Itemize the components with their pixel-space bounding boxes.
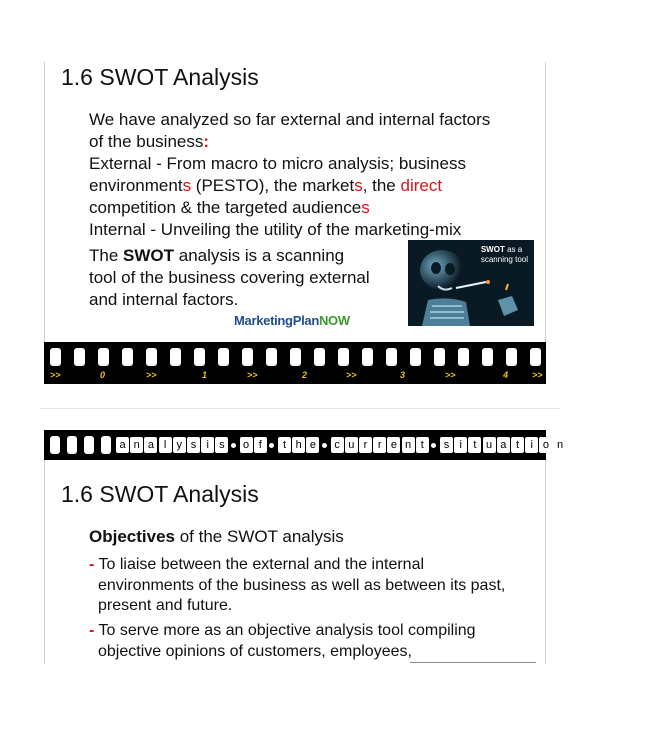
film-perforation	[338, 348, 349, 366]
film-perforation	[386, 348, 397, 366]
film-perforation	[218, 348, 229, 366]
film-frame-label: >>	[346, 370, 357, 380]
objectives-label: Objectives	[89, 527, 175, 546]
film-letter: n	[402, 437, 415, 453]
film-letter: u	[345, 437, 358, 453]
film-perforation	[84, 436, 94, 454]
slide1-para2-line2: tool of the business covering external	[89, 268, 370, 287]
slide1-line5: competition & the targeted audiences	[89, 198, 370, 217]
marketingplannow-logo: MarketingPlanNOW	[234, 313, 350, 328]
film-frame-label: 3	[400, 370, 406, 380]
film-perforation	[434, 348, 445, 366]
film-perforation	[314, 348, 325, 366]
film-letter: o	[240, 437, 253, 453]
slide1-left-border	[44, 62, 45, 342]
film-letter: i	[201, 437, 214, 453]
slide1-right-border	[545, 62, 546, 342]
film-perforation	[98, 348, 109, 366]
film-dot	[322, 443, 327, 448]
slide1-line4: environments (PESTO), the markets, the direct	[89, 176, 443, 195]
slide1-para2-line3: and internal factors.	[89, 290, 239, 309]
film-letter: s	[440, 437, 453, 453]
film-letter: o	[539, 437, 552, 453]
film-letter: i	[525, 437, 538, 453]
film-perforation	[588, 436, 598, 454]
film-frame-label: 1	[202, 370, 208, 380]
film-perforation	[458, 348, 469, 366]
film-perforation	[67, 436, 77, 454]
film-frame-label: >>	[50, 370, 61, 380]
film-perforation	[530, 348, 541, 366]
film-perforation	[50, 348, 61, 366]
film-perforation	[362, 348, 373, 366]
film-perforation	[242, 348, 253, 366]
film-perforation	[101, 436, 111, 454]
film-perforation	[572, 436, 582, 454]
slide-separator	[40, 408, 560, 409]
film-perforation	[604, 436, 614, 454]
film-perforation	[194, 348, 205, 366]
slide2-bullet1: - To liaise between the external and the internal environments of the business as well as between its past, present and future.	[89, 556, 506, 614]
film-frame-label: >>	[247, 370, 258, 380]
slide1-paragraph	[89, 109, 490, 241]
film-letter: f	[254, 437, 267, 453]
bullet-dash: -	[89, 622, 95, 639]
film-letter: e	[387, 437, 400, 453]
film-letter: t	[278, 437, 291, 453]
film-letter: a	[116, 437, 129, 453]
film-frame-label: 0	[100, 370, 106, 380]
film-perforation	[636, 436, 646, 454]
film-dot	[431, 443, 436, 448]
slide1-line2: of the business:	[89, 132, 210, 151]
film-letter: t	[416, 437, 429, 453]
film-frame-label: >>	[146, 370, 157, 380]
slide2-left-border	[44, 460, 45, 664]
film-letter: y	[173, 437, 186, 453]
film-perforation	[620, 436, 630, 454]
slide1-title: 1.6 SWOT Analysis	[61, 64, 259, 90]
slide1-para2-line1: The SWOT analysis is a scanning	[89, 246, 345, 265]
film-letter: t	[468, 437, 481, 453]
film-letter: r	[373, 437, 386, 453]
film-strip-1	[44, 342, 546, 384]
film-frame-label: >>	[532, 370, 543, 380]
film-frame-label: 4	[503, 370, 509, 380]
film-letter: i	[454, 437, 467, 453]
film-strip-2	[44, 430, 564, 460]
xray-caption: SWOT as a scanning tool	[480, 245, 528, 264]
slide2-objectives: Objectives of the SWOT analysis	[89, 527, 344, 546]
slide1-line6: Internal - Unveiling the utility of the marketing-mix	[89, 220, 462, 239]
film-letter: u	[483, 437, 496, 453]
film-perforation	[74, 348, 85, 366]
film-perforation	[482, 348, 493, 366]
film-perforation	[50, 436, 60, 454]
film-perforation	[410, 348, 421, 366]
film-letter: h	[292, 437, 305, 453]
bullet-dash: -	[89, 556, 95, 573]
film-letter: c	[331, 437, 344, 453]
film-frame-label: 2	[302, 370, 308, 380]
slide2-title: 1.6 SWOT Analysis	[61, 481, 259, 507]
slide2-bullet2: - To serve more as an objective analysis tool compiling objective opinions of customers, employees,	[89, 622, 476, 660]
film-letter: l	[159, 437, 172, 453]
film-dot	[231, 443, 236, 448]
slide1-line3: External - From macro to micro analysis; business	[89, 154, 466, 173]
film-perforation	[266, 348, 277, 366]
film-letter: a	[144, 437, 157, 453]
film-letter: n	[130, 437, 143, 453]
film-letter: s	[187, 437, 200, 453]
film-perforation	[122, 348, 133, 366]
slide2-footer-line	[410, 662, 536, 663]
slide2-right-border	[545, 460, 546, 664]
slide1-paragraph2	[89, 245, 370, 311]
film-perforation	[290, 348, 301, 366]
film-dot	[269, 443, 274, 448]
film-letter: n	[554, 437, 567, 453]
film-perforation	[170, 348, 181, 366]
slide1-line1: We have analyzed so far external and internal factors	[89, 110, 491, 129]
film-perforation	[506, 348, 517, 366]
film-letter: t	[511, 437, 524, 453]
film-letter: s	[215, 437, 228, 453]
film-letter: r	[359, 437, 372, 453]
film-perforation	[146, 348, 157, 366]
film-letter: e	[306, 437, 319, 453]
film-letter: a	[497, 437, 510, 453]
film-frame-label: >>	[445, 370, 456, 380]
xray-skeleton-image	[408, 240, 534, 326]
